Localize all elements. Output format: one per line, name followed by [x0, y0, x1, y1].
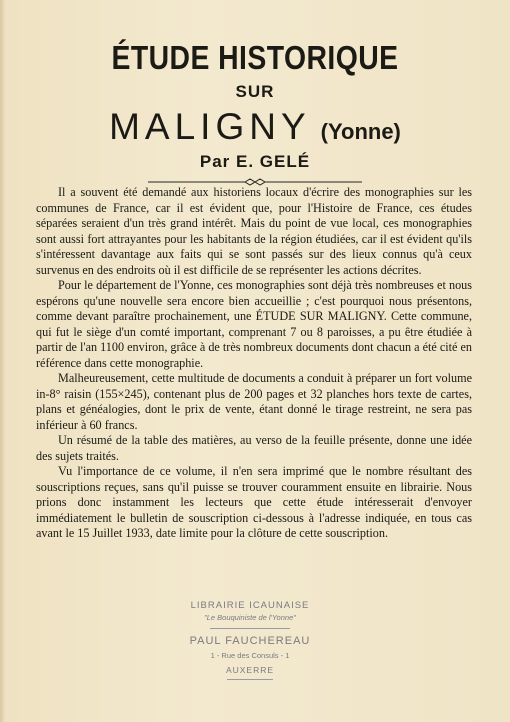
stamp-city: AUXERRE [225, 665, 275, 675]
stamp-shop-name: LIBRAIRIE ICAUNAISE [190, 600, 310, 611]
region-name: (Yonne) [320, 119, 401, 144]
paragraph-5: Vu l'importance de ce volume, il n'en sera imprimé que le nombre résultant des souscriptions reçues, sans qu'il puisse se trouver couramment ensuite en librairie. Nous prions donc instamment les lecteurs que cette étude intéresserait d'envoyer immédiatement le bulletin de souscription ci-dessous à l'adresse indiquée, en tous cas avant le 15 Juillet 1933, date limite pour la clôture de cette souscription. [36, 464, 472, 540]
title-preposition: SUR [235, 82, 275, 101]
stamp-owner: PAUL FAUCHEREAU [189, 635, 311, 647]
author-line: Par E. GELÉ [199, 152, 311, 171]
document-header [0, 40, 510, 172]
paragraph-2: Pour le département de l'Yonne, ces monographies sont déjà très nombreuses et nous espérons qu'une nouvelle sera encore bien accueillie ; c'est pourquoi nous présentons, comme devant paraître prochainement, une ÉTUDE SUR MALIGNY. Cette commune, qui fut le siège d'un comté important, comprenant 7 ou 8 paroisses, a pu être étudiée à partir de l'an 1100 environ, grâce à de très nombreux documents dont chacun a été cité en référence dans cette monographie. [36, 278, 472, 370]
place-title-row [0, 106, 510, 148]
stamp-tagline: "Le Bouquiniste de l'Yonne" [204, 613, 296, 622]
paragraph-1: Il a souvent été demandé aux historiens locaux d'écrire des monographies sur les communes de France, car il est évident que, pour l'Histoire de France, ces études séparées seraient d'un très grand intérêt. Mais du point de vue local, ces monographies sont aussi fort attrayantes pour les habitants de la région étudiées, car il est évident qu'ils s'intéressent davantage aux faits qui se sont passés sur des lieux connus qu'à ceux survenus en des endroits où il est difficile de se représenter les actions décrites. [36, 185, 472, 277]
document-title: ÉTUDE HISTORIQUE [111, 39, 399, 76]
bookseller-stamp [150, 600, 350, 680]
stamp-underline [227, 679, 273, 680]
body-text [36, 185, 472, 542]
paragraph-4: Un résumé de la table des matières, au verso de la feuille présente, donne une idée des sujets traités. [36, 433, 472, 463]
place-name: MALIGNY [109, 106, 311, 147]
stamp-street: 1 - Rue des Consuls - 1 [210, 651, 290, 660]
paragraph-3: Malheureusement, cette multitude de documents a conduit à préparer un fort volume in-8° raisin (155×245), contenant plus de 200 pages et 32 planches hors texte de cartes, plans et généalogies, dont le prix de vente, étant donné le tirage restreint, ne sera pas inférieur à 60 francs. [36, 371, 472, 432]
stamp-rule [210, 628, 290, 629]
